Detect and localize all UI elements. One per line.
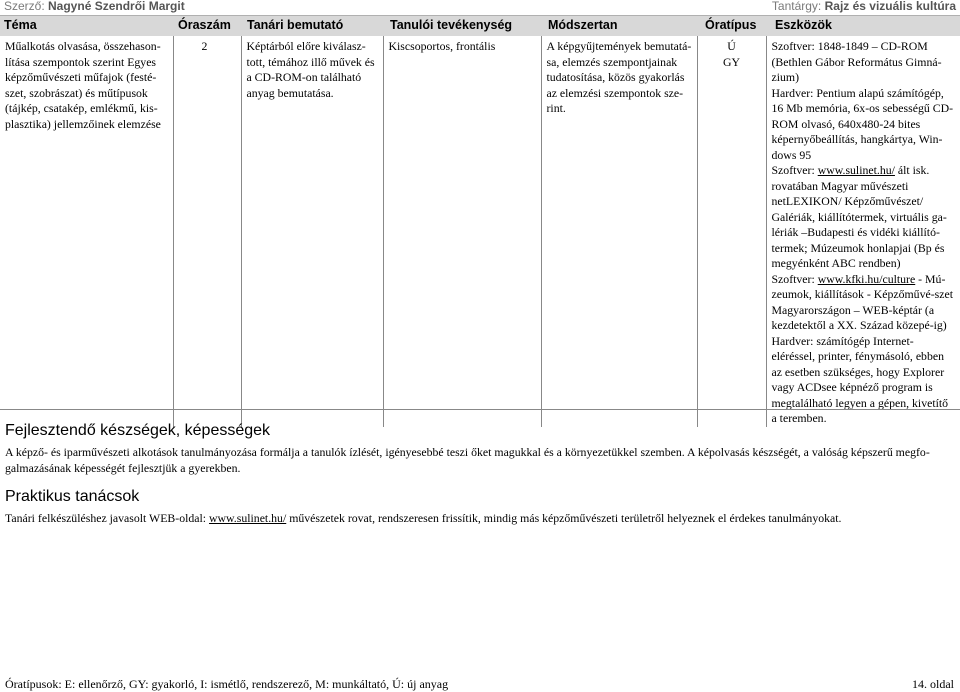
header-tanuloi-tevekenyseg: Tanulói tevékenység xyxy=(390,18,513,32)
author-line xyxy=(4,0,185,13)
header-oraszam: Óraszám xyxy=(178,18,231,32)
header-modszertan: Módszertan xyxy=(548,18,618,32)
header-eszkozok: Eszközök xyxy=(775,18,832,32)
subject-name: Rajz és vizuális kultúra xyxy=(824,0,956,13)
tips-text-pre: Tanári felkészüléshez javasolt WEB-oldal: xyxy=(5,511,210,525)
eszkozok-software-3-post: - Mú-zeumok, kiállítások - Képzőművé-szet Magyarországon – WEB-képtár (a kezdetektől a XX. Század közepé-ig) xyxy=(771,271,953,332)
table-row xyxy=(0,36,960,427)
lesson-table xyxy=(0,36,960,427)
tips-text-post: művészetek rovat, rendszeresen frissítik, mindig más képzőművészeti területről helyeznek el érdekes tanulmányokat. xyxy=(286,511,842,525)
tips-sulinet-link[interactable]: www.sulinet.hu/ xyxy=(209,511,287,525)
cell-oratipus: Ú GY xyxy=(697,36,766,427)
page-number: 14. oldal xyxy=(912,677,954,691)
cell-tanuloi-tevekenyseg: Kiscsoportos, frontális xyxy=(383,36,541,427)
subject-label: Tantárgy: xyxy=(771,0,825,13)
table-bottom-border xyxy=(0,409,960,410)
skills-text: A képző- és iparművészeti alkotások tanulmányozása formálja a tanulók ízlését, igényesebbé teszi őket magukkal és a környezetükkel szemben. A képolvasás készségét, a valóság képszerű megfo-galmazásának képességét fejlesztjük a gyerekben. xyxy=(5,445,930,475)
author-label: Szerző: xyxy=(4,0,49,13)
subject-line xyxy=(772,0,956,13)
cell-modszertan: A képgyűjtemények bemutatá-sa, elemzés szempontjainak tudatosítása, közös gyakorlás az elemzési szempontok sze-rint. xyxy=(541,36,697,427)
cell-tema: Műalkotás olvasása, összehason-lítása szempontok szerint Egyes képzőművészeti műfajok (festé-szet, szobrászat) és műtípusok (tájkép, csatakép, emlékmű, kis-plasztika) jellemzőinek elemzése xyxy=(5,39,161,131)
eszkozok-software-1: Szoftver: 1848-1849 – CD-ROM (Bethlen Gábor Református Gimná-zium) xyxy=(771,39,942,84)
eszkozok-software-2-post: ált isk. rovatában Magyar művészeti netLEXIKON/ Képzőművészet/ Galériák, kiállítótermek, virtuális ga-lériák –Budapesti és vidéki kiállító-termek; Múzeumok honlapjai (Bp és megyénként ABC rendben) xyxy=(771,163,947,270)
eszkozok-software-2 xyxy=(772,163,956,272)
sulinet-link[interactable]: www.sulinet.hu/ xyxy=(817,163,895,177)
cell-oraszam: 2 xyxy=(173,36,241,427)
document-top-line xyxy=(0,0,960,15)
footer-legend: Óratípusok: E: ellenőrző, GY: gyakorló, I: ismétlő, rendszerező, M: munkáltató, Ú: új anyag xyxy=(5,677,449,691)
kfki-culture-link[interactable]: www.kfki.hu/culture xyxy=(817,271,916,286)
skills-title: Fejlesztendő készségek, képességek xyxy=(5,422,271,439)
author-name: Nagyné Szendrői Margit xyxy=(48,0,185,13)
tips-title: Praktikus tanácsok xyxy=(5,488,140,505)
header-tema: Téma xyxy=(4,18,37,32)
tips-text xyxy=(5,511,950,527)
table-header-row xyxy=(0,15,960,36)
eszkozok-software-3 xyxy=(772,272,956,334)
eszkozok-software-3-pre: Szoftver: xyxy=(771,271,818,286)
eszkozok-software-2-pre: Szoftver: xyxy=(771,163,818,177)
header-tanari-bemutato: Tanári bemutató xyxy=(247,18,344,32)
cell-tanari-bemutato: Képtárból előre kiválasz-tott, témához illő művek és a CD-ROM-on található anyag bemutatása. xyxy=(241,36,383,427)
eszkozok-hardware-2: Hardver: számítógép Internet-eléréssel, printer, fénymásoló, ebben az esetben szükséges, hogy Explorer vagy ACDsee képnéző program is megtalálható legyen a gépen, kivetítő a teremben. xyxy=(771,333,949,425)
cell-eszkozok xyxy=(766,36,960,427)
eszkozok-hardware-1: Hardver: Pentium alapú számítógép, 16 Mb memória, 6x-os sebességű CD-ROM olvasó, 640x480-24 bites képernyőbeállítás, hangkártya, Win-dows 95 xyxy=(771,85,954,162)
header-oratipus: Óratípus xyxy=(705,18,757,32)
